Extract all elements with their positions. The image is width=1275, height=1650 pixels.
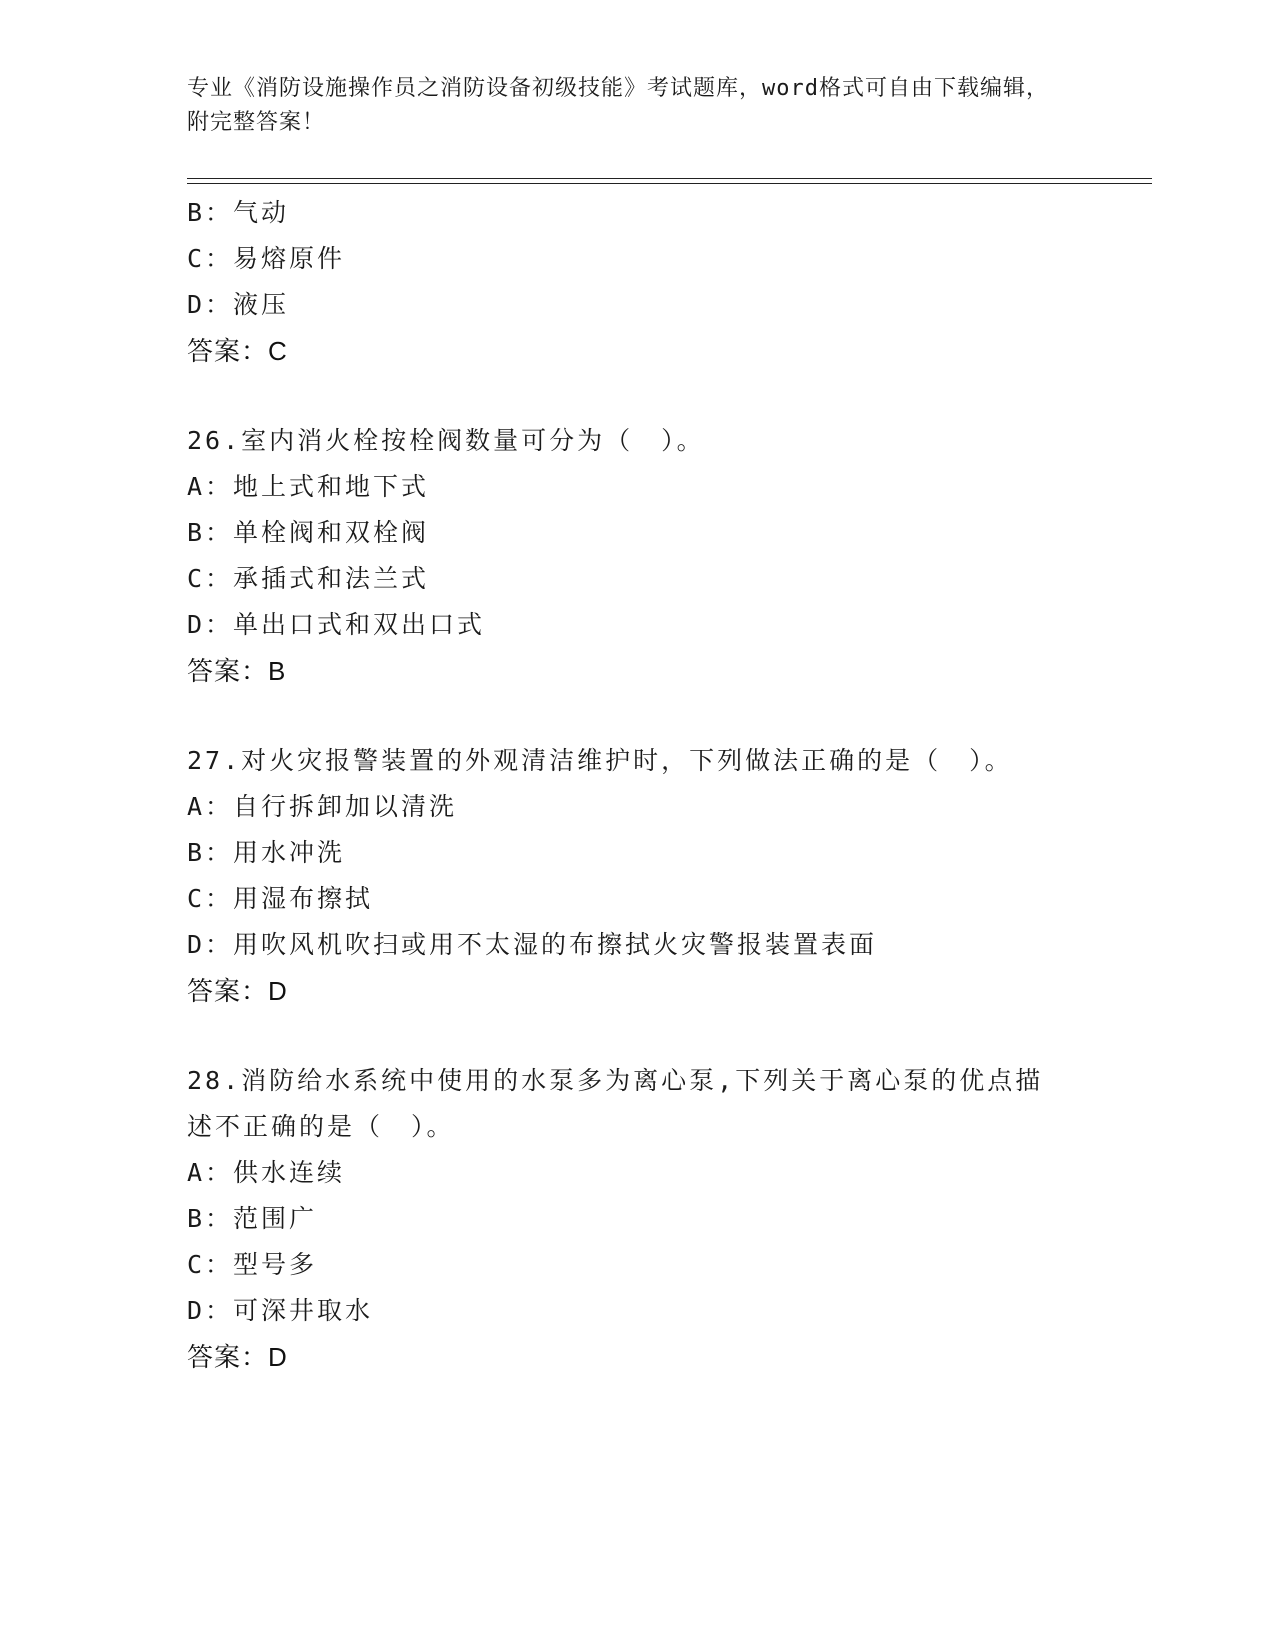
- option-d: D：单出口式和双出口式: [187, 610, 486, 639]
- answer-line: 答案：D: [187, 976, 288, 1006]
- option-a: A：地上式和地下式: [187, 472, 430, 501]
- option-b: B：范围广: [187, 1204, 318, 1233]
- answer-line: 答案：B: [187, 656, 287, 686]
- spacer: [187, 374, 1087, 418]
- question-27: [187, 738, 1087, 1014]
- question-25-continued: [187, 190, 1087, 374]
- question-stem: 27.对火灾报警装置的外观清洁维护时，下列做法正确的是（ ）。: [187, 746, 1013, 775]
- option-a: A：自行拆卸加以清洗: [187, 792, 458, 821]
- option-c: C：型号多: [187, 1250, 318, 1279]
- option-c: C：承插式和法兰式: [187, 564, 430, 593]
- option-d: D：液压: [187, 290, 290, 319]
- option-d: D：可深井取水: [187, 1296, 374, 1325]
- answer-line: 答案：D: [187, 1342, 288, 1372]
- answer-line: 答案：C: [187, 336, 288, 366]
- option-d: D：用吹风机吹扫或用不太湿的布擦拭火灾警报装置表面: [187, 930, 878, 959]
- option-b: B：气动: [187, 198, 290, 227]
- document-header: 专业《消防设施操作员之消防设备初级技能》考试题库，word格式可自由下载编辑，附完整答案！: [187, 76, 1049, 135]
- option-c: C：易熔原件: [187, 244, 346, 273]
- option-c: C：用湿布擦拭: [187, 884, 374, 913]
- question-list: [187, 190, 1087, 1380]
- spacer: [187, 1014, 1087, 1058]
- question-28: [187, 1058, 1087, 1380]
- question-stem: 28.消防给水系统中使用的水泵多为离心泵,下列关于离心泵的优点描述不正确的是（ ）。: [187, 1066, 1044, 1141]
- spacer: [187, 694, 1087, 738]
- option-a: A：供水连续: [187, 1158, 346, 1187]
- header-divider: [187, 178, 1152, 184]
- question-26: [187, 418, 1087, 694]
- question-stem: 26.室内消火栓按栓阀数量可分为（ ）。: [187, 426, 705, 455]
- option-b: B：单栓阀和双栓阀: [187, 518, 430, 547]
- option-b: B：用水冲洗: [187, 838, 346, 867]
